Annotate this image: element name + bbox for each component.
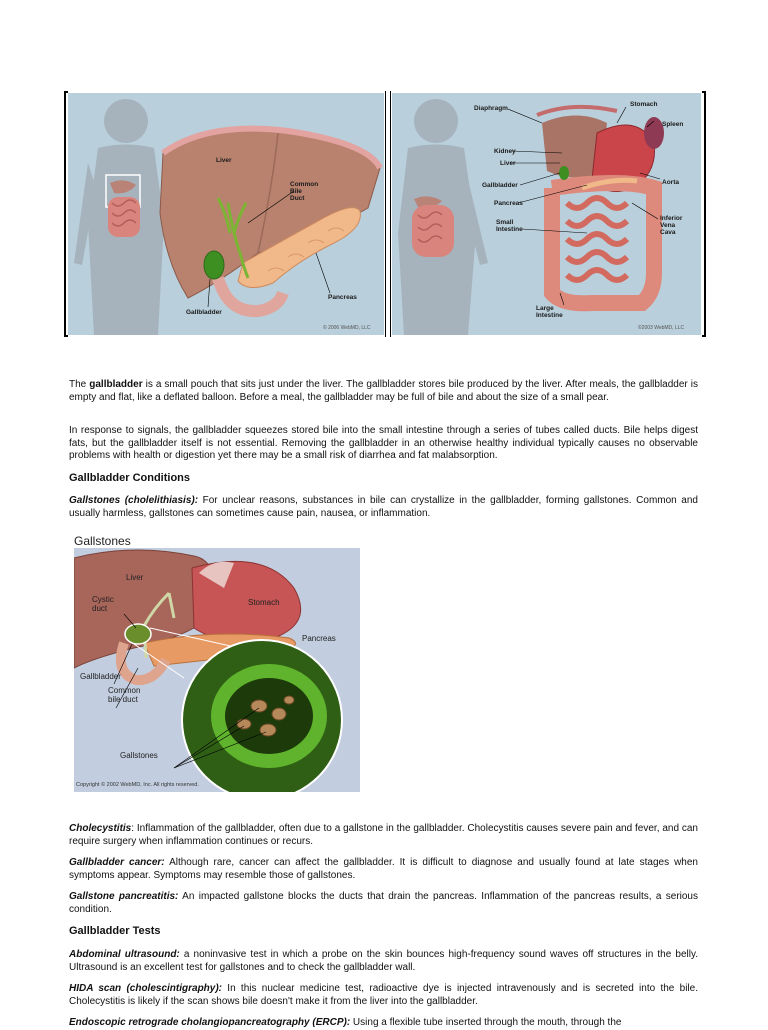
gallstones-paragraph: Gallstones (cholelithiasis): For unclear reasons, substances in bile can crystallize in the gallbladder, forming gallstones. Common and usually harmless, gallstones can sometimes cause pain, nausea, or inflammation. bbox=[69, 495, 698, 519]
term-hida-scan: HIDA scan (cholescintigraphy): bbox=[69, 983, 223, 994]
label-inferior-vena-cava: Inferior Vena Cava bbox=[660, 215, 683, 236]
copyright-left: © 2006 WebMD, LLC bbox=[323, 325, 371, 331]
digestive-system-illustration bbox=[392, 93, 701, 335]
label-stomach: Stomach bbox=[630, 101, 658, 108]
label-liver: Liver bbox=[216, 157, 232, 164]
label-liver-right: Liver bbox=[500, 160, 516, 167]
term-gallbladder-cancer: Gallbladder cancer: bbox=[69, 857, 165, 868]
term-gallstone-pancreatitis: Gallstone pancreatitis: bbox=[69, 891, 179, 902]
label-gallbladder: Gallbladder bbox=[186, 309, 222, 316]
label-common-bile-duct: Common Bile Duct bbox=[290, 181, 319, 202]
ultrasound-paragraph: Abdominal ultrasound: a noninvasive test in which a probe on the skin bounces high-frequency sound waves off structures in the belly. Ultrasound is an excellent test for gallstones and to check the gallbladder wall. bbox=[69, 949, 698, 973]
term-cholecystitis: Cholecystitis bbox=[69, 823, 132, 834]
gall-copyright: Copyright © 2002 WebMD, Inc. All rights reserved. bbox=[76, 782, 199, 788]
term-abdominal-ultrasound: Abdominal ultrasound: bbox=[69, 949, 180, 960]
conditions-heading: Gallbladder Conditions bbox=[69, 472, 191, 484]
term-gallbladder: gallbladder bbox=[89, 379, 143, 390]
label-pancreas-right: Pancreas bbox=[494, 200, 523, 207]
term-ercp: Endoscopic retrograde cholangiopancreatography (ERCP): bbox=[69, 1017, 351, 1028]
ercp-paragraph: Endoscopic retrograde cholangiopancreatography (ERCP): Using a flexible tube inserted through the mouth, through the bbox=[69, 1017, 622, 1028]
hida-paragraph: HIDA scan (cholescintigraphy): In this nuclear medicine test, radioactive dye is injected intravenously and is secreted into the bile. Cholecystitis is likely if the scan shows bile doesn't make it from the liver into the gallbladder. bbox=[69, 983, 698, 1007]
gallstones-figure bbox=[72, 534, 360, 792]
gall-label-stomach: Stomach bbox=[248, 598, 280, 607]
gall-label-cystic-duct: Cystic duct bbox=[92, 595, 114, 613]
label-pancreas: Pancreas bbox=[328, 294, 357, 301]
label-large-intestine: Large Intestine bbox=[536, 305, 563, 319]
gall-label-gallbladder: Gallbladder bbox=[80, 672, 121, 681]
anatomy-figure bbox=[64, 91, 706, 337]
label-spleen: Spleen bbox=[662, 121, 684, 128]
label-diaphragm: Diaphragm bbox=[474, 105, 508, 112]
gallstones-illustration bbox=[74, 548, 360, 792]
pancreatitis-paragraph: Gallstone pancreatitis: An impacted gallstone blocks the ducts that drain the pancreas. Inflammation of the pancreas results, a serious condition. bbox=[69, 891, 698, 915]
liver-gallbladder-illustration bbox=[68, 93, 384, 335]
cancer-paragraph: Gallbladder cancer: Although rare, cancer can affect the gallbladder. It is difficult to diagnose and usually found at late stages when symptoms appear. Symptoms may resemble those of gallstones. bbox=[69, 857, 698, 881]
figure-bracket-right bbox=[702, 91, 706, 337]
gall-label-liver: Liver bbox=[126, 573, 144, 582]
intro-paragraph-2: In response to signals, the gallbladder squeezes stored bile into the small intestine through a series of tubes called ducts. Bile helps digest fats, but the gallbladder itself is not essential. Removing the gallbladder in an otherwise healthy individual typically causes no observable problems with health or digestion yet there may be a small risk of diarrhea and fat malabsorption. bbox=[69, 425, 698, 462]
intro-paragraph-1: The gallbladder is a small pouch that sits just under the liver. The gallbladder stores bile produced by the liver. After meals, the gallbladder is empty and flat, like a deflated balloon. Before a meal, the gallbladder may be full of bile and about the size of a small pear. bbox=[69, 379, 698, 403]
copyright-right: ©2003 WebMD, LLC bbox=[638, 325, 685, 331]
cholecystitis-paragraph: Cholecystitis: Inflammation of the gallbladder, often due to a gallstone in the gallbladder. Cholecystitis causes severe pain and fever, and can require surgery when inflammation continues or recurs. bbox=[69, 823, 698, 847]
term-gallstones: Gallstones (cholelithiasis): bbox=[69, 495, 199, 506]
label-small-intestine: Small Intestine bbox=[496, 219, 523, 233]
gallstones-figure-title: Gallstones bbox=[74, 534, 131, 548]
gall-label-pancreas: Pancreas bbox=[302, 634, 336, 643]
gall-label-common-bile-duct: Common bile duct bbox=[108, 686, 141, 704]
gall-label-gallstones: Gallstones bbox=[120, 751, 158, 760]
tests-heading: Gallbladder Tests bbox=[69, 925, 161, 937]
label-aorta: Aorta bbox=[662, 179, 679, 186]
figure-divider bbox=[385, 91, 391, 337]
label-kidney: Kidney bbox=[494, 148, 516, 155]
label-gallbladder-right: Gallbladder bbox=[482, 182, 518, 189]
